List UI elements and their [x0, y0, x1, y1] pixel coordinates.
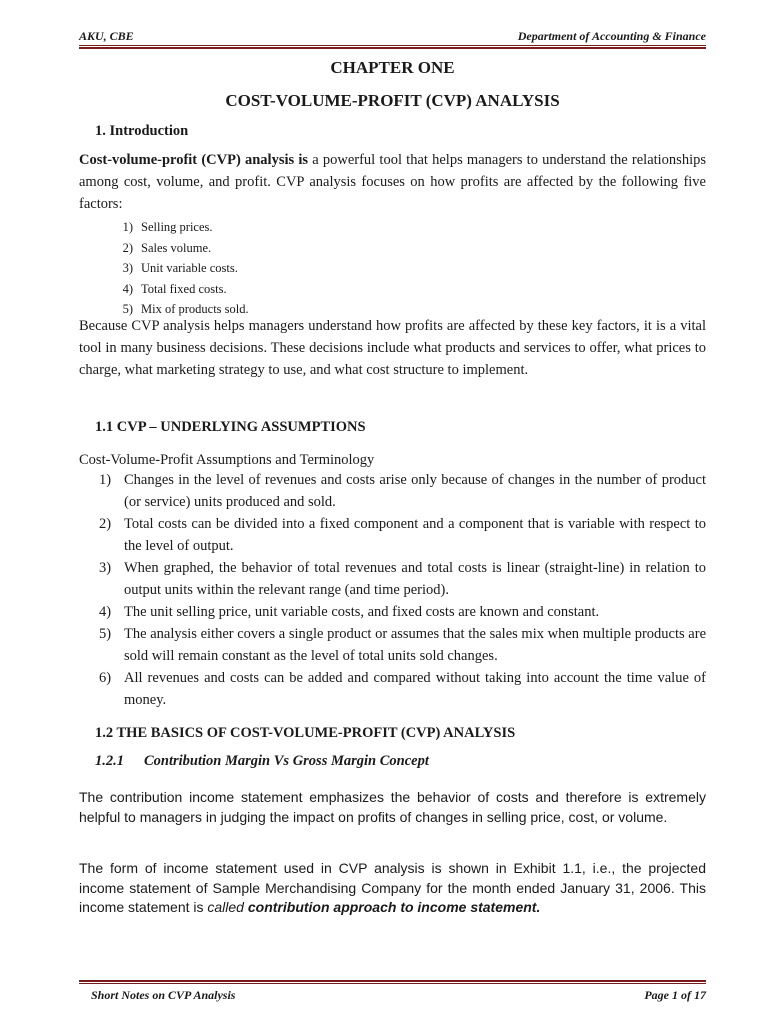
list-num: 4) [122, 281, 133, 296]
list-item [79, 557, 706, 601]
list-num: 3) [99, 560, 112, 576]
list-item [79, 217, 706, 238]
list-text: All revenues and costs can be added and compared without taking into account the time value of money. [124, 670, 706, 708]
subsection-title: Contribution Margin Vs Gross Margin Concept [144, 753, 429, 769]
subsection-number: 1.2.1 [95, 753, 124, 769]
chapter-title: CHAPTER ONE [330, 58, 455, 77]
list-num: 1) [122, 220, 133, 234]
page-footer [91, 988, 706, 1003]
header-rule [79, 45, 706, 49]
list-num: 4) [99, 604, 112, 620]
assumptions-list [79, 469, 706, 711]
assumptions-lead: Cost-Volume-Profit Assumptions and Terminology [79, 452, 375, 468]
factors-list [79, 217, 706, 320]
list-item [79, 601, 706, 623]
list-item [79, 258, 706, 279]
contribution-paragraph: The contribution income statement emphasizes the behavior of costs and therefore is extremely helpful to managers in judging the impact on profits of changes in selling price, cost, or volume. [79, 789, 706, 825]
list-item [79, 238, 706, 259]
page-header [79, 29, 706, 44]
header-right: Department of Accounting & Finance [517, 29, 706, 43]
list-text: The unit selling price, unit variable costs, and fixed costs are known and constant. [124, 604, 600, 620]
list-num: 3) [122, 261, 133, 275]
list-item [79, 513, 706, 557]
section-1-2-heading: 1.2 THE BASICS OF COST-VOLUME-PROFIT (CVP) ANALYSIS [95, 725, 516, 741]
list-num: 2) [99, 516, 112, 532]
form-called: called [207, 899, 244, 915]
list-text: Total fixed costs. [141, 281, 227, 296]
list-text: Changes in the level of revenues and costs arise only because of changes in the number of product (or service) units produced and sold. [124, 472, 706, 510]
list-text: Selling prices. [141, 220, 213, 234]
list-num: 1) [99, 472, 112, 488]
intro-bold-lead: Cost-volume-profit (CVP) analysis is [79, 152, 309, 168]
footer-rule [79, 980, 706, 984]
main-title: COST-VOLUME-PROFIT (CVP) ANALYSIS [225, 91, 560, 110]
footer-right: Page 1 of 17 [644, 988, 706, 1002]
list-text: Unit variable costs. [141, 261, 238, 275]
list-text: The analysis either covers a single product or assumes that the sales mix when multiple products are sold will remain constant as the level of total units sold changes. [124, 626, 706, 664]
because-paragraph: Because CVP analysis helps managers understand how profits are affected by these key factors, it is a vital tool in many business decisions. These decisions include what products and services to offer, what prices to charge, what marketing strategy to use, and what cost structure to implement. [79, 318, 706, 378]
list-text: Sales volume. [141, 240, 212, 255]
intro-rest: a powerful tool that helps managers to understand the relationships among cost, volume, and profit. CVP analysis focuses on how profits are affected by the following five factors: [79, 152, 706, 212]
list-num: 6) [99, 670, 112, 686]
list-item [79, 469, 706, 513]
subsection-1-2-1-heading [95, 753, 722, 770]
header-left: AKU, CBE [79, 29, 134, 43]
list-text: Mix of products sold. [141, 302, 249, 316]
list-text: When graphed, the behavior of total revenues and total costs is linear (straight-line) in relation to output units within the relevant range (and time period). [124, 560, 706, 598]
list-num: 2) [122, 240, 133, 255]
list-item [79, 279, 706, 300]
list-item [79, 623, 706, 667]
intro-paragraph [79, 149, 706, 215]
form-text: The form of income statement used in CVP analysis is shown in Exhibit 1.1, i.e., the projected income statement of Sample Merchandising Company for the month ended January 31, 2006. This income statement is [79, 860, 706, 915]
section-1-1-heading: 1.1 CVP – UNDERLYING ASSUMPTIONS [95, 419, 366, 435]
form-paragraph [79, 859, 706, 918]
list-num: 5) [99, 626, 112, 642]
list-item [79, 667, 706, 711]
list-text: Total costs can be divided into a fixed component and a component that is variable with respect to the level of output. [124, 516, 706, 554]
footer-left: Short Notes on CVP Analysis [91, 988, 236, 1002]
list-num: 5) [122, 302, 133, 316]
intro-heading: 1. Introduction [95, 123, 189, 139]
form-bold-end: contribution approach to income statement. [243, 899, 541, 915]
